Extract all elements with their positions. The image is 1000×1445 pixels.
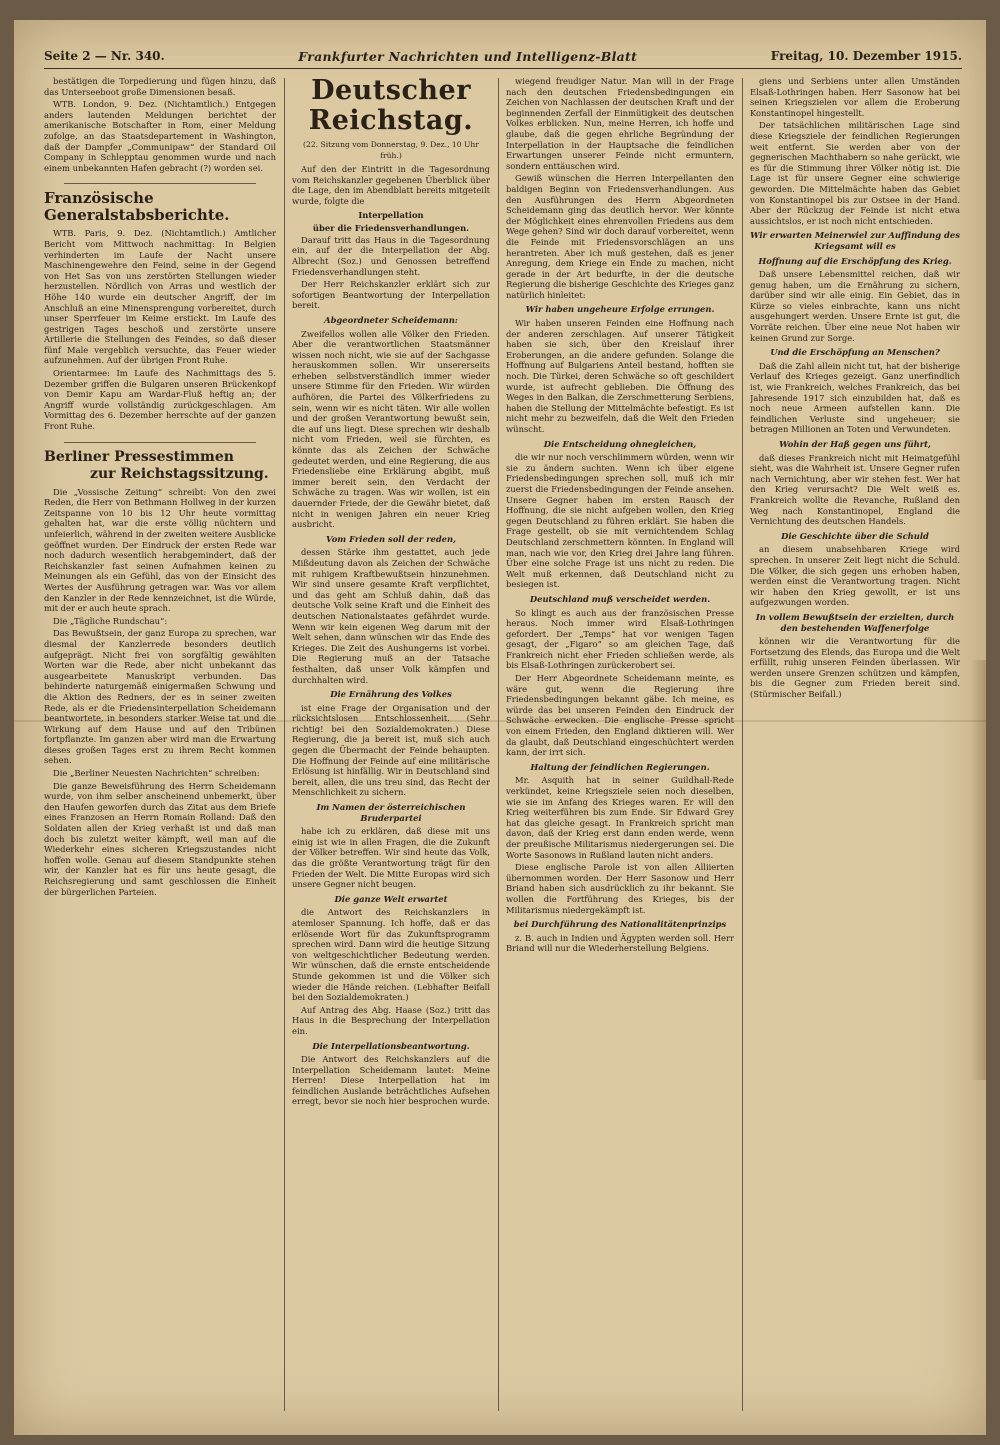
article-separator xyxy=(64,177,256,184)
article-paragraph: Der Herr Abgeordnete Scheidemann meinte, es wäre gut, wenn die Regierung ihre Friedensbedingungen bekannt gäbe. Ich meine, es würde das bei unseren Feinden den Eindruck der Schwäche erwecken. Die englische Presse spricht von einem Frieden, den England diktieren will. Wer da glaubt, daß Deutschland eingeschüchtert werden kann, der irrt sich. xyxy=(506,673,734,758)
section-heading: Vom Frieden soll der reden, xyxy=(325,533,457,544)
article-paragraph: z. B. auch in Indien und Ägypten werden soll. Herr Briand will nur die Wiederherstellung Belgiens. xyxy=(506,932,734,954)
newspaper-title: Frankfurter Nachrichten und Intelligenz-Blatt xyxy=(298,48,638,64)
article-paragraph: die wir nur noch verschlimmern würden, wenn wir sie zu ändern suchten. Wenn ich über eigene Friedensbedingungen sprechen soll, muß ich mir zuerst die Friedensbedingungen der Feinde ansehen. Unsere Gegner haben im ersten Rausch der Hoffnung, die sie nicht aufgeben wollen, den Krieg gegen Deutschland zu führen erklärt. Sie haben die Frage gestellt, ob sie mit vernichtendem Schlag Deutschland zerschmettern könnten. In England will man, nach wie vor, den Krieg drei Jahre lang führen. Über eine solche Frage ist uns nicht zu reden. Die Welt muß erkennen, daß Deutschland nicht zu besiegen ist. xyxy=(506,452,734,590)
section-heading: Wir haben ungeheure Erfolge errungen. xyxy=(525,304,715,315)
article-paragraph: die Antwort des Reichskanzlers in atemloser Spannung. Ich hoffe, daß er das erlösende Wort für das Zukunftsprogramm sprechen wird. Dann wird die heutige Sitzung von weltgeschichtlicher Bedeutung werden. Wir wünschen, daß die ernste entscheidende Stunde gekommen ist und die Völker sich wieder die Hände reichen. (Lebhafter Beifall bei den Sozialdemokraten.) xyxy=(292,907,490,1003)
article-paragraph: wiegend freudiger Natur. Man will in der Frage nach den deutschen Friedensbedingungen ein Zeichen von Nachlassen der deutschen Kraft und der beginnenden Zerfall der Einmütigkeit des deutschen Volkes erblicken. Nun, meine Herren, ich hoffe und glaube, daß die gegen ehrliche Begründung der Interpellation in der Hauptsache die feindlichen Erwartungen unserer Feinde nicht ermuntern, sondern enttäuschen wird. xyxy=(506,76,734,171)
section-heading: über die Friedensverhandlungen. xyxy=(312,223,470,234)
article-paragraph: Der Herr Reichskanzler erklärt sich zur sofortigen Beantwortung der Interpellation bereit. xyxy=(292,279,490,311)
section-heading: Die Interpellationsbeantwortung. xyxy=(312,1040,470,1051)
article-paragraph: WTB. London, 9. Dez. (Nichtamtlich.) Entgegen anders lautenden Meldungen berichtet der amerikanische Botschafter in Rom, einer Meldung zufolge, an das Staatsdepartement in Washington, daß der Dampfer „Communipaw“ der Standard Oil Company in Schlepptau genommen wurde und nach einem unbekannten Hafen gebracht (?) worden sei. xyxy=(44,99,276,173)
article-paragraph: Die „Berliner Neuesten Nachrichten“ schreiben: xyxy=(53,768,260,779)
article-paragraph: dessen Stärke ihm gestattet, auch jede Mißdeutung davon als Zeichen der Schwäche mit ruhigem Kraftbewußtsein hinzunehmen. Wir sind unsere gesamte Kraft verpflichtet, und das geht am Schluß dahin, daß das deutsche Volk seine Kraft und die Einheit des deutschen Nationalstaates gefährdet wurde. Wenn wir kein eigenen Weg darum mit der Welt sehen, dann wünschen wir das Ende des Krieges. Die Zeit des Aushungerns ist vorbei. Die Regierung muß an der Tatsache festhalten, daß unser Volk kämpfen und durchhalten wird. xyxy=(292,547,490,685)
section-heading: Interpellation xyxy=(358,209,424,220)
column-4 xyxy=(750,76,960,1415)
section-heading: Hoffnung auf die Erschöpfung des Krieg. xyxy=(758,255,952,266)
column-rule xyxy=(498,78,499,1411)
section-heading: Wir erwarten Meinerwiel zur Auffindung des Kriegsamt will es xyxy=(750,230,960,251)
article-paragraph: Orientarmee: Im Laufe des Nachmittags des 5. Dezember griffen die Bulgaren unseren Brückenkopf von Demir Kapu am Wardar-Fluß heftig an; der Angriff wurde vollständig zurückgeschlagen. Am Vormittag des 6. Dezember herrschte auf der ganzen Front Ruhe. xyxy=(44,368,276,432)
article-paragraph: Wir haben unseren Feinden eine Hoffnung nach der anderen zerschlagen. Auf unserer Tätigkeit haben sie sich, über den Kreislauf ihrer Eroberungen, an die andere gefunden. Solange die Hoffnung auf Bulgariens Anteil bestand, hofften sie noch. Die Türkei, deren Schwäche so oft geschildert wurde, ist aufrecht geblieben. Die Öffnung des Weges in den Balkan, die Zerschmetterung Serbiens, haben die Stellung der Mittelmächte befestigt. Es ist nicht mehr zu bezweifeln, daß die Welt den Frieden wünscht. xyxy=(506,318,734,434)
article-paragraph: Zweifellos wollen alle Völker den Frieden. Aber die verantwortlichen Staatsmänner wissen noch nicht, wie sie auf der Sachgasse herauskommen sollen. Wir unsererseits erheben selbstverständlich immer wieder unsere Stimme für den Frieden. Wir würden aufhören, die Partei des Völkerfriedens zu sein, wenn wir es nicht täten. Wir alle wollen und der großen Verantwortung bewußt sein, die auf uns liegt. Diese sprechen wir deshalb nicht vom Frieden, weil sie fürchten, es könnte das als Zeichen der Schwäche gedeutet werden, und eine Regierung, die aus Friedensliebe eine Erklärung abgibt, muß immer bereit sein, den Verdacht der Schwäche zu tragen. Was wir wollen, ist ein dauernder Friede, der die Gewähr bietet, daß nicht in wenigen Jahren ein neuer Krieg ausbricht. xyxy=(292,328,490,530)
article-paragraph: Der tatsächlichen militärischen Lage sind diese Kriegsziele der feindlichen Regierungen weit entfernt. Sie werden aber von der gegnerischen Machthabern so nahe gerückt, wie es für die Stimmung ihrer Völker nötig ist. Die Lage ist für unsere Gegner eine schwierige geworden. Die Mittelmächte haben das Gebiet von Konstantinopel bis zur Ostsee in der Hand. Aber der Rückzug der Feinde ist nicht etwa aussichtslos, er ist noch nicht entschieden. xyxy=(750,120,960,226)
article-paragraph: habe ich zu erklären, daß diese mit uns einig ist wie in allen Fragen, die die Zukunft der Völker betreffen. Wir sind heute das Volk, das die größte Verantwortung trägt für den Frieden der Welt. Die Mitte Europas wird sich unsere Gegner nicht beugen. xyxy=(292,826,490,890)
section-heading: Die Geschichte über die Schuld xyxy=(781,530,929,541)
article-paragraph: giens und Serbiens unter allen Umständen Elsaß-Lothringen haben. Herr Sasonow hat bei seinen Kriegszielen vor allem die Eroberung Konstantinopel hingestellt. xyxy=(750,76,960,118)
section-heading: Die ganze Welt erwartet xyxy=(334,893,448,904)
newspaper-page xyxy=(14,20,986,1435)
section-heading: In vollem Bewußtsein der erzielten, durch den bestehenden Waffenerfolge xyxy=(755,611,955,633)
article-heading: Berliner Pressestimmen xyxy=(44,448,234,465)
article-paragraph: Die „Vossische Zeitung“ schreibt: Von den zwei Reden, die Herr von Bethmann Hollweg in der kurzen Zeitspanne von 10 bis 12 Uhr heute vormittag gehalten hat, war die erste völlig nüchtern und unfeierlich, während in der zweiten weitere Ausblicke geöffnet wurden. Der Eindruck der ersten Rede war noch dadurch wesentlich herabgemindert, daß der Reichskanzler fast seinen Aufnahmen keinen zu Meinungen als ein Gefühl, das von der Einsicht des Wertes der Ausführung getragen war. Was vor allem den Kanzler in der Rede kennzeichnet, ist die Würde, mit der er auch heute sprach. xyxy=(44,486,276,614)
article-paragraph: Die Antwort des Reichskanzlers auf die Interpellation Scheidemann lautet: Meine Herren! Diese Interpellation hat im feindlichen Auslande beträchtliches Aufsehen erregt, bevor sie noch hier besprochen wurde. xyxy=(292,1054,490,1107)
article-paragraph: Darauf tritt das Haus in die Tagesordnung ein, auf der die Interpellation der Abg. Albrecht (Soz.) und Genossen betreffend Friedensverhandlungen steht. xyxy=(292,234,490,277)
article-paragraph: WTB. Paris, 9. Dez. (Nichtamtlich.) Amtlicher Bericht vom Mittwoch nachmittag: In Belgien verhinderten im Laufe der Nacht unsere Maschinengewehre den Feind, seine in der Gegend von Het Sas von uns zerstörten Stellungen wieder herzustellen. Nördlich von Arras und westlich der Höhe 140 wurde ein deutscher Angriff, der im Anschluß an eine Minensprengung vorbereitet, durch unser Sperrfeuer im Keime erstickt. Im Laufe des gestrigen Tages beschoß und zerstörte unsere Artillerie die Stellungen des Feindes, so daß dieser fünf Male vergeblich versuchte, das Feuer wieder aufzunehmen. Auf der übrigen Front Ruhe. xyxy=(44,228,276,366)
page-number: Seite 2 — Nr. 340. xyxy=(44,49,165,63)
article-paragraph: Auf Antrag des Abg. Haase (Soz.) tritt das Haus in die Besprechung der Interpellation ein. xyxy=(292,1004,490,1036)
masthead xyxy=(44,44,962,69)
column-rule xyxy=(742,78,743,1411)
section-heading: Die Entscheidung ohnegleichen, xyxy=(543,438,697,449)
article-paragraph: Mr. Asquith hat in seiner Guildhall-Rede verkündet, keine Kriegsziele seien noch dieselben, wie sie im Anfang des Krieges waren. Er will den Krieg weiterführen bis zum Ende. Sir Edward Grey hat das gleiche gesagt. In Frankreich spricht man davon, daß der Krieg erst dann enden werde, wenn der preußische Militarismus niedergerungen sei. Die Worte Sasonows in Rußland lauten nicht anders. xyxy=(506,775,734,860)
article-paragraph: Daß die Zahl allein nicht tut, hat der bisherige Verlauf des Krieges gezeigt. Ganz unerfindlich ist, wie Frankreich, welches Frankreich, das bei Jahresende 1917 sich einzubilden hat, daß es noch neue Armeen aufstellen kann. Die feindlichen Verluste sind ungeheuer; sie betragen Millionen an Toten und Verwundeten. xyxy=(750,360,960,435)
article-paragraph: Gewiß wünschen die Herren Interpellanten den baldigen Beginn von Friedensverhandlungen. Aus den Ausführungen des Herrn Abgeordneten Scheidemann ging das deutlich hervor. Wer könnte der Möglichkeit eines ehrenvollen Friedens aus dem Wege gehen? Sind wir doch darauf vorbereitet, wenn die Feinde mit Friedensvorschlägen an uns herantreten. Aber ich muß gestehen, daß es jener Anregung, dem Kriege ein Ende zu machen, nicht gerade in der Art bedurfte, in der die deutsche Regierung die bisherige Geschichte des Krieges ganz natürlich hinleitet: xyxy=(506,173,734,300)
article-paragraph: Die ganze Beweisführung des Herrn Scheidemann wurde, von ihm selber anscheinend unbemerkt, über den Haufen geworfen durch das Zitat aus dem Briefe eines Franzosen an Herrn Romain Rolland: Daß den Soldaten allen der Krieg verhaßt ist und daß man doch bis zuletzt weiter kämpft, weil man auf die Wiederkehr eines sicheren Kriegszustandes nicht hoffen wolle. Genau auf diesem Standpunkte stehen wir, der Kanzler hat es für uns heute gesagt, die Reichsregierung und samt geschlossen die Einheit der bürgerlichen Parteien. xyxy=(44,780,276,897)
section-heading: Abgeordneter Scheidemann: xyxy=(324,314,458,325)
issue-date: Freitag, 10. Dezember 1915. xyxy=(770,49,962,63)
section-heading: Die Ernährung des Volkes xyxy=(330,689,452,700)
article-paragraph: daß dieses Frankreich nicht mit Heimatgefühl sieht, was die Wahrheit ist. Unsere Gegner rufen nach Vernichtung, aber wir stehen fest. Wer hat den Krieg verursacht? Die Welt weiß es. Frankreich wollte die Revanche, Rußland den Weg nach Konstantinopel, England die Vernichtung des deutschen Handels. xyxy=(750,452,960,527)
section-heading: Wohin der Haß gegen uns führt, xyxy=(779,439,931,449)
session-line: (22. Sitzung vom Donnerstag, 9. Dez., 10 Uhr früh.) xyxy=(303,140,479,160)
article-paragraph: So klingt es auch aus der französischen Presse heraus. Noch immer wird Elsaß-Lothringen gefordert. Der „Temps“ hat vor wenigen Tagen gesagt, der „Figaro“ so am gleichen Tage, daß Frankreich nicht eher Frieden schließen werde, als bis Elsaß-Lothringen zurückerobert sei. xyxy=(506,607,734,671)
section-heading: Und die Erschöpfung an Menschen? xyxy=(770,347,940,358)
article-paragraph: Das Bewußtsein, der ganz Europa zu sprechen, war diesmal der Kanzlerrede besonders deutlich aufgeprägt. Nicht frei von sorgfältig gewählten Worten war die Rede, aber nicht unbekannt das ausgearbeitete Manuskript verbunden. Das behinderte naturgemäß einigermaßen Schwung und die Aktion des Redners, der es in seiner zweiten Rede, als er die Friedensinterpellation Scheidemann beantwortete, in besonders starker Weise tat und die Wirkung auf dem Hause und auf den Tribünen fortpflanzte. Im ganzen aber wird man die Erwartung dieses großen Tages erst zu ihrem Recht kommen sehen. xyxy=(44,628,276,766)
section-heading: Im Namen der österreichischen Bruderpartei xyxy=(316,802,466,823)
article-paragraph: Auf den der Eintritt in die Tagesordnung vom Reichskanzler gegebenen Überblick über die Lage, den im Abendblatt bereits mitgeteilt wurde, folgte die xyxy=(292,164,490,206)
column-3 xyxy=(506,76,734,1415)
section-heading: Haltung der feindlichen Regierungen. xyxy=(530,761,710,772)
article-paragraph: können wir die Verantwortung für die Fortsetzung des Elends, das Europa und die Welt erfüllt, ruhig unseren Feinden überlassen. Wir werden unsere Grenzen schützen und kämpfen, bis die Gegner zum Frieden bereit sind. (Stürmischer Beifall.) xyxy=(750,636,960,700)
article-heading-line2: zur Reichstagssitzung. xyxy=(90,465,269,482)
main-headline: Deutscher Reichstag. xyxy=(308,76,474,136)
column-rule xyxy=(284,78,285,1411)
column-1 xyxy=(44,76,276,1415)
section-heading: Deutschland muß verscheidet werden. xyxy=(529,593,711,604)
column-2 xyxy=(292,76,490,1415)
article-paragraph: Daß unsere Lebensmittel reichen, daß wir genug haben, um die Ernährung zu sichern, darüber sind wir alle einig. Ein Gebiet, das in Kürze so vieles einbrachte, kann uns nicht ausgehungert werden. Unsere Ernte ist gut, die Vorräte reichen. Über eine neue Not haben wir keinen Grund zur Sorge. xyxy=(750,269,960,343)
article-paragraph: Die „Tägliche Rundschau“: xyxy=(53,615,168,626)
article-paragraph: bestätigen die Torpedierung und fügen hinzu, daß das Unterseeboot große Dimensionen besaß. xyxy=(44,76,276,97)
article-paragraph: Diese englische Parole ist von allen Alliierten übernommen worden. Der Herr Sasonow und Herr Briand haben sich ausdrücklich zu ihr bekannt. Sie wollen die Fortführung des Krieges, bis der Militarismus niedergekämpft ist. xyxy=(506,862,734,915)
article-paragraph: ist eine Frage der Organisation und der rücksichtslosen Entschlossenheit. (Sehr richtig! bei den Sozialdemokraten.) Diese Regierung, die ja bereit ist, muß sich auch gegen die Übermacht der Feinde behaupten. Die Hoffnung der Feinde auf eine militärische Erlösung ist hinfällig. Wir in Deutschland sind bereit, allen, die uns treu sind, das Recht der Menschlichkeit zu sichern. xyxy=(292,702,490,798)
article-heading: Französische Generalstabsberichte. xyxy=(44,189,230,225)
section-heading: bei Durchführung des Nationalitätenprinzips xyxy=(513,919,727,930)
article-separator xyxy=(64,436,256,443)
paper-edge-shadow xyxy=(970,660,986,1080)
article-paragraph: an diesem unabsehbaren Kriege wird sprechen. In unserer Zeit liegt nicht die Schuld. Die Völker, die sich gegen uns erhoben haben, werden einst die Verantwortung tragen. Nicht wir haben den Krieg gewollt, er ist uns aufgezwungen worden. xyxy=(750,544,960,608)
